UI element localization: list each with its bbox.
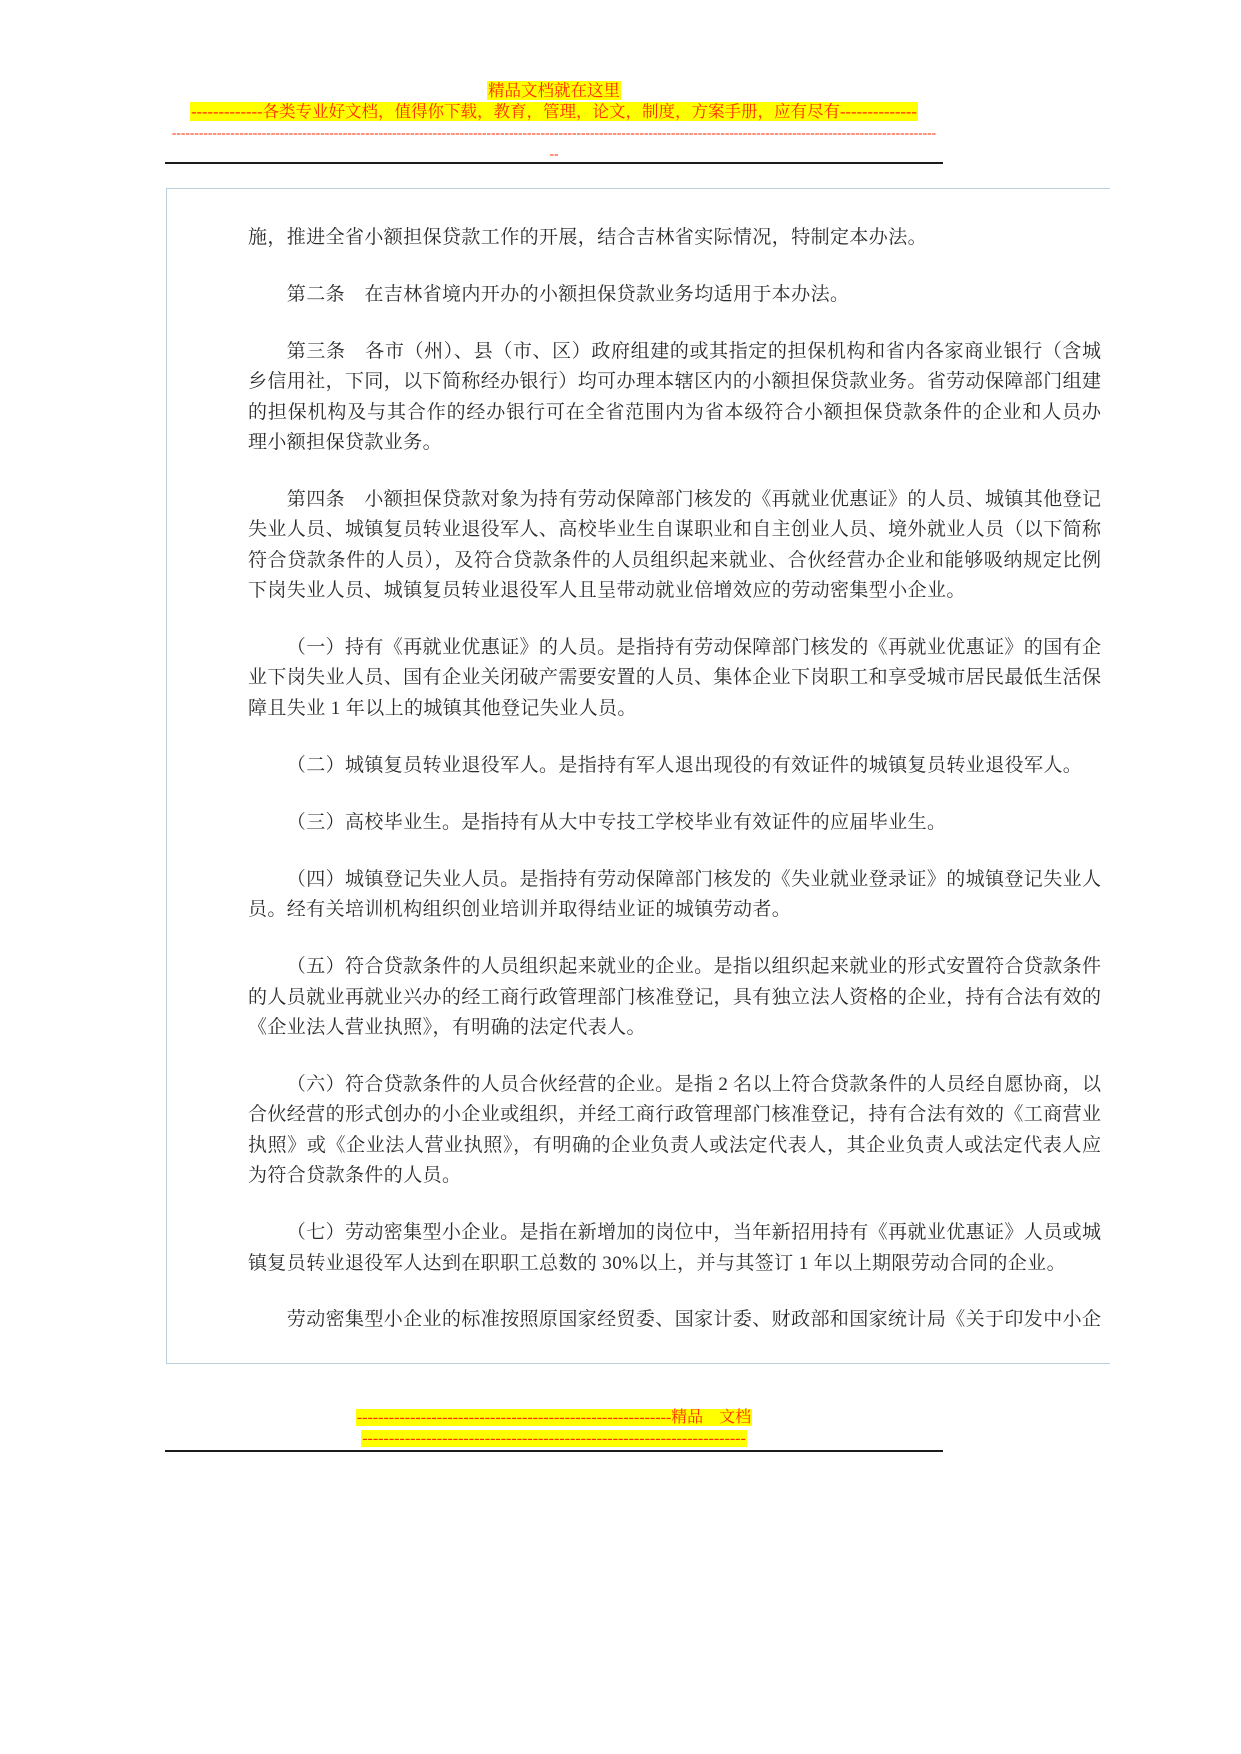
- paragraph-continuation: [248, 223, 1101, 253]
- text-line: 为符合贷款条件的人员。: [248, 1165, 462, 1187]
- paragraph-item-2: [248, 751, 1101, 781]
- document-frame: [166, 188, 1110, 1364]
- header-divider: [165, 162, 943, 164]
- text-line: 《企业法人营业执照》，有明确的法定代表人。: [248, 1016, 646, 1038]
- text-line: （二）城镇复员转业退役军人。是指持有军人退出现役的有效证件的城镇复员转业退役军人。: [286, 754, 1083, 776]
- header-title-row: [165, 80, 943, 101]
- page-header: [165, 80, 943, 164]
- header-tagline: -------------各类专业好文档，值得你下载，教育，管理，论文，制度，方案手册，应有尽有--------------: [191, 102, 917, 121]
- text-line: 乡信用社，下同，以下简称经办银行）均可办理本辖区内的小额担保贷款业务。省劳动保障部门组建: [248, 371, 1101, 393]
- text-line: 符合贷款条件的人员），及符合贷款条件的人员组织起来就业、合伙经营办企业和能够吸纳规定比例: [248, 549, 1101, 571]
- text-line: 理小额担保贷款业务。: [248, 431, 443, 453]
- paragraph-enterprise-standard: [248, 1305, 1101, 1335]
- header-dash-tail-row: [165, 143, 943, 164]
- footer-label: -----------------------------------------------------------精品 文档: [356, 1409, 752, 1426]
- text-line: 第四条 小额担保贷款对象为持有劳动保障部门核发的《再就业优惠证》的人员、城镇其他登记: [286, 488, 1101, 510]
- text-line: 业下岗失业人员、国有企业关闭破产需要安置的人员、集体企业下岗职工和享受城市居民最低生活保: [248, 667, 1101, 689]
- header-dash-tail: --: [549, 146, 559, 161]
- paragraph-item-6: [248, 1070, 1101, 1192]
- paragraph-article-4: [248, 485, 1101, 607]
- text-line: 的人员就业再就业兴办的经工商行政管理部门核准登记，具有独立法人资格的企业，持有合法有效的: [248, 986, 1101, 1008]
- text-line: 执照》或《企业法人营业执照》，有明确的企业负责人或法定代表人，其企业负责人或法定代表人应: [248, 1134, 1101, 1156]
- text-line: （四）城镇登记失业人员。是指持有劳动保障部门核发的《失业就业登录证》的城镇登记失业人: [286, 868, 1101, 890]
- paragraph-item-1: [248, 633, 1101, 724]
- document-body: [248, 223, 1101, 1336]
- footer-divider: [165, 1450, 943, 1452]
- footer-label-row: [165, 1407, 943, 1428]
- paragraph-item-5: [248, 952, 1101, 1043]
- paragraph-item-3: [248, 808, 1101, 838]
- paragraph-article-3: [248, 337, 1101, 459]
- text-line: 镇复员转业退役军人达到在职职工总数的 30%以上，并与其签订 1 年以上期限劳动合同的企业。: [248, 1252, 1066, 1274]
- paragraph-item-4: [248, 865, 1101, 926]
- text-line: （三）高校毕业生。是指持有从大中专技工学校毕业有效证件的应届毕业生。: [286, 811, 947, 833]
- header-dash-row: [165, 122, 943, 143]
- header-tagline-row: [165, 101, 943, 122]
- text-line: 施，推进全省小额担保贷款工作的开展，结合吉林省实际情况，特制定本办法。: [248, 226, 928, 248]
- header-dash-line: --------------------------------------------------------------------------------------------------------------------------------------------------------------------------: [171, 125, 937, 140]
- text-line: 第三条 各市（州）、县（市、区）政府组建的或其指定的担保机构和省内各家商业银行（含城: [286, 340, 1101, 362]
- footer-dash-row: [165, 1428, 943, 1449]
- text-line: 的担保机构及与其合作的经办银行可在全省范围内为省本级符合小额担保贷款条件的企业和人员办: [248, 401, 1101, 423]
- page-footer: [165, 1407, 943, 1449]
- text-line: 障且失业 1 年以上的城镇其他登记失业人员。: [248, 697, 637, 719]
- text-line: 下岗失业人员、城镇复员转业退役军人且呈带动就业倍增效应的劳动密集型小企业。: [248, 580, 966, 602]
- paragraph-article-2: [248, 280, 1101, 310]
- text-line: 员。经有关培训机构组织创业培训并取得结业证的城镇劳动者。: [248, 899, 792, 921]
- text-line: （一）持有《再就业优惠证》的人员。是指持有劳动保障部门核发的《再就业优惠证》的国有企: [286, 637, 1101, 659]
- text-line: （五）符合贷款条件的人员组织起来就业的企业。是指以组织起来就业的形式安置符合贷款条件: [286, 956, 1101, 978]
- text-line: 失业人员、城镇复员转业退役军人、高校毕业生自谋职业和自主创业人员、境外就业人员（以下简称: [248, 519, 1101, 541]
- text-line: （七）劳动密集型小企业。是指在新增加的岗位中，当年新招用持有《再就业优惠证》人员或城: [286, 1222, 1101, 1244]
- footer-dash-line: ------------------------------------------------------------------------: [362, 1430, 746, 1447]
- text-line: （六）符合贷款条件的人员合伙经营的企业。是指 2 名以上符合贷款条件的人员经自愿协商，以: [286, 1073, 1101, 1095]
- text-line: 合伙经营的形式创办的小企业或组织，并经工商行政管理部门核准登记，持有合法有效的《工商营业: [248, 1104, 1101, 1126]
- paragraph-item-7: [248, 1218, 1101, 1279]
- text-line: 第二条 在吉林省境内开办的小额担保贷款业务均适用于本办法。: [286, 283, 850, 305]
- header-title: 精品文档就在这里: [488, 81, 620, 100]
- text-line: 劳动密集型小企业的标准按照原国家经贸委、国家计委、财政部和国家统计局《关于印发中小企: [286, 1309, 1101, 1331]
